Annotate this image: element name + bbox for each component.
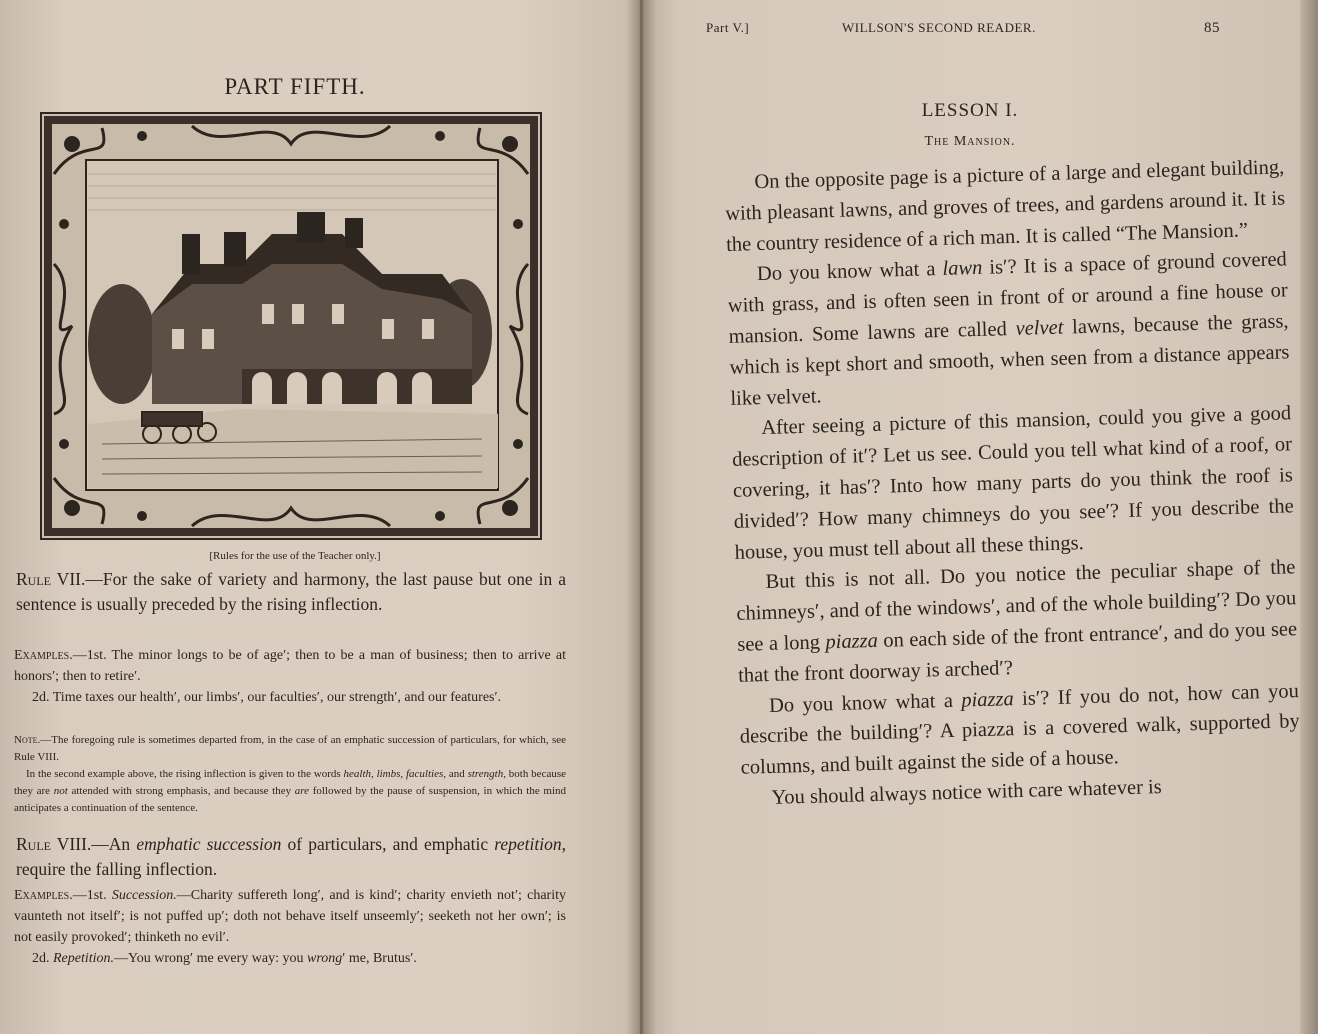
p4-piazza: piazza [825, 629, 879, 654]
note-p2-are: are [294, 785, 310, 797]
note-p2-words: health, limbs, faculties, [343, 768, 447, 780]
examples-viii-repetition: Repetition. [53, 951, 115, 966]
paragraph-4 [735, 553, 1298, 692]
teacher-caption: [Rules for the use of the Teacher only.] [209, 550, 381, 562]
examples-viii-wrong: wrong [307, 951, 343, 966]
note-p2a: In the second example above, the rising inflection is given to the words [26, 768, 344, 780]
paragraph-1: On the opposite page is a picture of a large and elegant building, with pleasant lawns, and groves of trees, and gardens around it. It is the country residence of a rich man. It is called “The Mansion.” [724, 156, 1286, 256]
rule-viii-text-b: of particulars, and emphatic [281, 834, 495, 854]
examples-viii [14, 885, 566, 969]
page-edges [1300, 0, 1318, 1034]
paragraph-5 [739, 676, 1301, 784]
running-head-part: Part V.] [706, 20, 750, 35]
rule-vii-label: Rule VII. [16, 569, 86, 589]
note-p2c: , both because they are [14, 768, 566, 797]
paragraph-2 [727, 245, 1291, 415]
note-p1: —The foregoing rule is sometimes departed from, in the case of an emphatic succession of particulars, for which, see Rule VIII. [14, 734, 566, 763]
note-p2e: followed by the pause of suspension, in which the mind anticipates a continuation of the sentence. [14, 785, 567, 814]
rule-vii-text: —For the sake of variety and harmony, the last pause but one in a sentence is usually preceded by the rising inflection. [16, 569, 566, 614]
page-number: 85 [1204, 20, 1220, 36]
p5-piazza: piazza [961, 687, 1015, 712]
note-label: Note. [14, 734, 41, 746]
examples-viii-c: 2d. [32, 951, 53, 966]
examples-viii-e: ′ me, Brutus′. [342, 951, 417, 966]
examples-viii-a: —1st. [72, 888, 112, 903]
rule-viii-text-a: —An [91, 834, 137, 854]
note-p2d: attended with strong emphasis, and because they [67, 785, 295, 797]
note-p2-not: not [53, 785, 68, 797]
rule-viii-em1: emphatic succession [136, 834, 282, 854]
lesson-subtitle: The Mansion. [924, 134, 1016, 149]
paragraph-6: You should always notice with care whatever is [771, 775, 1162, 809]
mansion-engraving [40, 112, 542, 540]
p5-a: Do you know what a [768, 689, 962, 717]
lesson-title: LESSON I. [921, 100, 1019, 121]
part-title: PART FIFTH. [224, 74, 366, 99]
note [14, 732, 566, 817]
p2-velvet: velvet [1015, 316, 1064, 340]
p2-c: lawns, because the grass, which is kept short and smooth, when seen from a distance appears like velvet. [729, 310, 1290, 410]
examples-viii-d: —You wrong′ me every way: you [114, 951, 307, 966]
p4-a: But this is not all. Do you notice the peculiar shape of the chimneys′, and of the windows′, and of the whole building′? Do you see a long [736, 556, 1297, 656]
running-head-title: WILLSON'S SECOND READER. [842, 20, 1036, 35]
examples-vii-line2: 2d. Time taxes our health′, our limbs′, our faculties′, our strength′, and our features′. [32, 690, 502, 705]
p2-b: is′? It is a space of ground covered with grass, and is often seen in front of or around a fine house or mansion. Some lawns are called [727, 248, 1288, 348]
examples-viii-succession: Succession. [111, 888, 177, 903]
p5-b: is′? If you do not, how can you describe the building′? A piazza is a covered walk, supported by columns, and built against the side of a house. [739, 679, 1300, 779]
examples-viii-b: —Charity suffereth long′, and is kind′; charity envieth not′; charity vaunteth not itself′; is not puffed up′; doth not behave itself unseemly′; seeketh not her own′; is not easily provoked′; thinketh no evil′. [14, 888, 566, 945]
rule-viii [16, 832, 566, 882]
note-p2-strength: strength [467, 768, 504, 780]
rule-viii-em2: repetition [494, 834, 562, 854]
examples-viii-label: Examples. [14, 888, 73, 903]
rule-vii [16, 567, 566, 617]
examples-vii-line1: —1st. The minor longs to be of age′; then to be a man of business; then to arrive at honors′; then to retire′. [14, 648, 566, 684]
paragraph-3: After seeing a picture of this mansion, could you give a good description of it′? Let us see. Could you tell what kind of a roof, or covering, it has′? Into how many parts do you think the roof is divided′? How many chimneys do you see′? If you describe the house, you must tell about all these things. [731, 402, 1294, 564]
book-gutter [626, 0, 656, 1034]
note-p2b: and [446, 768, 468, 780]
p4-b: on each side of the front entrance′, and do you see that the front doorway is arched′? [737, 618, 1298, 687]
examples-vii [14, 645, 566, 708]
rule-viii-label: Rule VIII. [16, 834, 92, 854]
rule-viii-text-c: , require the falling inflection. [16, 834, 566, 879]
p2-lawn: lawn [942, 257, 983, 281]
lesson-body [724, 152, 1302, 814]
examples-vii-label: Examples. [14, 648, 73, 663]
p2-a: Do you know what a [756, 258, 943, 286]
